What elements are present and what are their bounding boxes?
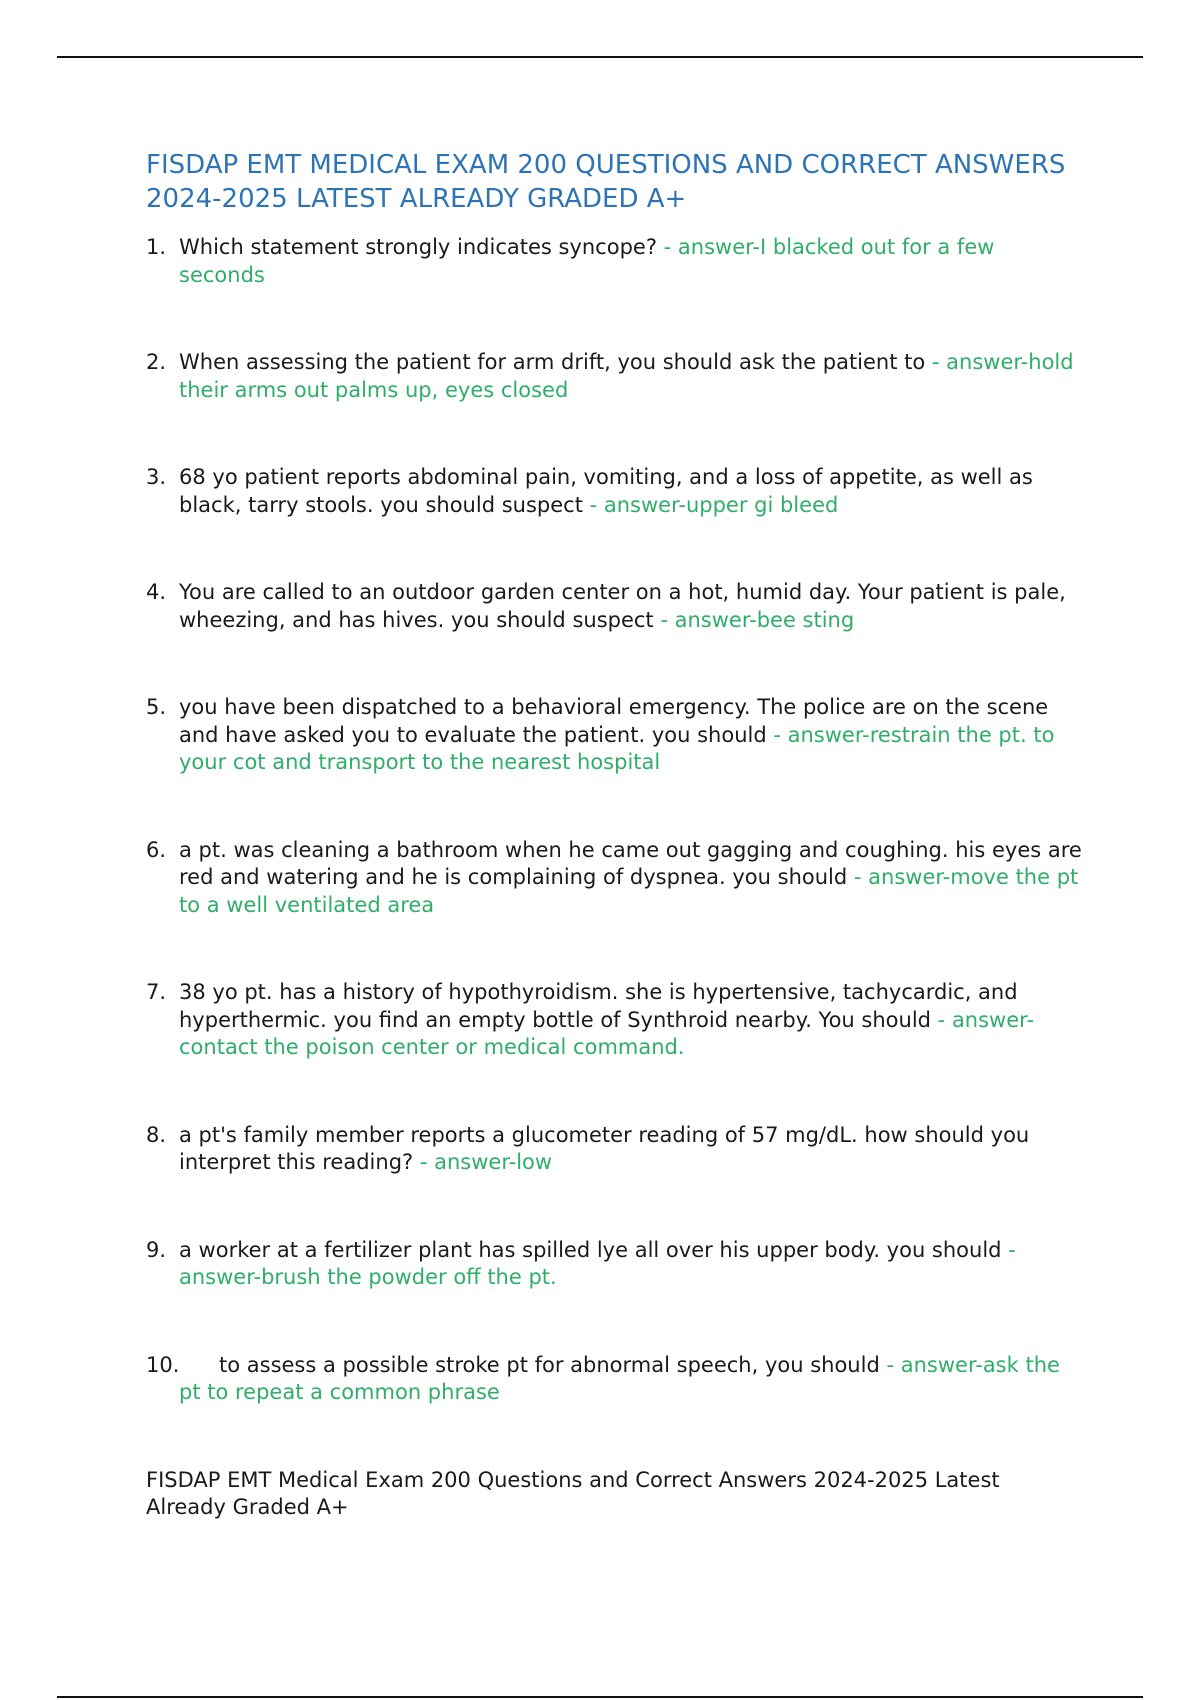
question-item-8 bbox=[146, 1122, 1086, 1177]
question-number: 8. bbox=[146, 1122, 167, 1147]
answer-text: answer-hold their arms out palms up, eyes closed bbox=[179, 350, 1074, 402]
answer-text: answer-brush the powder off the pt. bbox=[179, 1265, 557, 1289]
document-page bbox=[146, 148, 1086, 1522]
question-text: to assess a possible stroke pt for abnormal speech, you should bbox=[219, 1352, 880, 1377]
question-number: 5. bbox=[146, 695, 167, 719]
answer-separator: - bbox=[653, 607, 675, 632]
answer-text: answer-upper gi bleed bbox=[603, 492, 839, 517]
question-item-7 bbox=[146, 979, 1086, 1062]
answer-separator: - bbox=[1001, 1237, 1016, 1262]
answer-separator: - bbox=[766, 722, 788, 747]
question-text: Which statement strongly indicates syncope? bbox=[179, 235, 657, 259]
question-item-2 bbox=[146, 349, 1086, 404]
answer-separator: - bbox=[925, 350, 947, 374]
question-item-1 bbox=[146, 234, 1086, 289]
question-number: 10. bbox=[146, 1352, 180, 1377]
answer-text: answer-I blacked out for a few seconds bbox=[179, 235, 995, 287]
answer-text: answer-ask the pt to repeat a common phrase bbox=[179, 1352, 1060, 1404]
question-number: 3. bbox=[146, 465, 167, 489]
question-number: 7. bbox=[146, 980, 167, 1004]
answer-separator: - bbox=[582, 492, 604, 517]
question-text: When assessing the patient for arm drift, you should ask the patient to bbox=[179, 350, 926, 374]
document-title: FISDAP EMT MEDICAL EXAM 200 QUESTIONS AND CORRECT ANSWERS 2024-2025 LATEST ALREADY GRADED A+ bbox=[146, 150, 1066, 214]
top-rule bbox=[57, 56, 1143, 58]
question-number: 6. bbox=[146, 837, 167, 862]
answer-separator: - bbox=[413, 1150, 435, 1174]
question-list bbox=[146, 234, 1086, 1407]
answer-separator: - bbox=[656, 235, 678, 259]
footer-title: FISDAP EMT Medical Exam 200 Questions and Correct Answers 2024-2025 Latest Already Graded A+ bbox=[146, 1467, 1000, 1519]
question-item-5 bbox=[146, 694, 1086, 777]
bottom-rule bbox=[57, 1696, 1143, 1698]
question-item-6 bbox=[146, 837, 1086, 920]
question-item-9 bbox=[146, 1237, 1086, 1292]
question-item-10 bbox=[146, 1352, 1086, 1407]
answer-text: answer-move the pt to a well ventilated area bbox=[179, 865, 1079, 917]
answer-separator: - bbox=[879, 1352, 901, 1377]
question-text: you have been dispatched to a behavioral emergency. The police are on the scene and have asked you to evaluate the patient. you should bbox=[179, 695, 1049, 747]
question-number: 4. bbox=[146, 580, 167, 604]
question-text: 38 yo pt. has a history of hypothyroidism. she is hypertensive, tachycardic, and hyperthermic. you find an empty bottle of Synthroid nearby. You should bbox=[179, 980, 1018, 1032]
question-number: 1. bbox=[146, 235, 167, 259]
question-text: 68 yo patient reports abdominal pain, vomiting, and a loss of appetite, as well as black, tarry stools. you should suspect bbox=[179, 465, 1033, 517]
question-text: You are called to an outdoor garden center on a hot, humid day. Your patient is pale, wheezing, and has hives. you should suspect bbox=[179, 580, 1066, 632]
answer-separator: - bbox=[847, 865, 869, 889]
question-text: a worker at a fertilizer plant has spilled lye all over his upper body. you should bbox=[179, 1237, 1002, 1262]
answer-text: answer-restrain the pt. to your cot and transport to the nearest hospital bbox=[179, 722, 1055, 774]
answer-text: answer-bee sting bbox=[674, 607, 855, 632]
question-number: 2. bbox=[146, 350, 167, 374]
question-text: a pt's family member reports a glucometer reading of 57 mg/dL. how should you interpret this reading? bbox=[179, 1122, 1030, 1174]
question-item-4 bbox=[146, 579, 1086, 634]
answer-separator: - bbox=[931, 1007, 952, 1032]
answer-text: answer-low bbox=[434, 1150, 553, 1174]
answer-text: answer-contact the poison center or medical command. bbox=[179, 1007, 1035, 1059]
question-text: a pt. was cleaning a bathroom when he came out gagging and coughing. his eyes are red and watering and he is complaining of dyspnea. you should bbox=[179, 837, 1082, 889]
question-number: 9. bbox=[146, 1237, 167, 1262]
question-item-3 bbox=[146, 464, 1086, 519]
